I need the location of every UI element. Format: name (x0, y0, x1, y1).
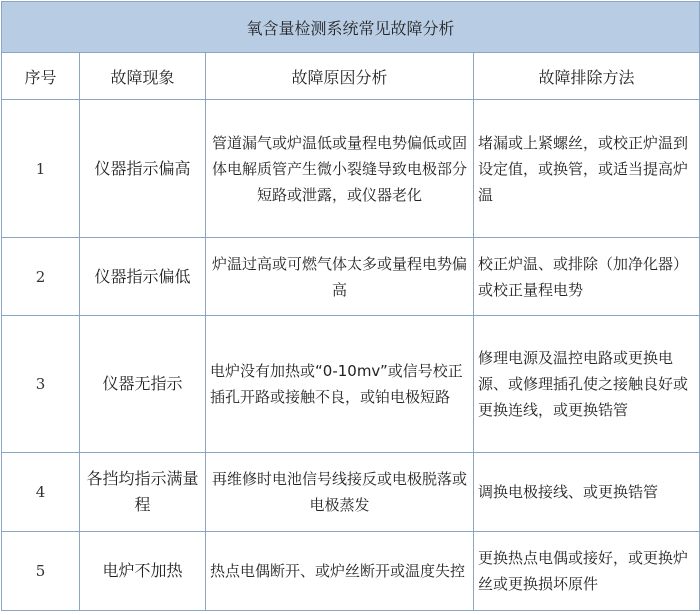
row-fix: 堵漏或上紧螺丝，或校正炉温到设定值，或换管，或适当提高炉温 (474, 100, 700, 238)
row-symptom: 电炉不加热 (80, 532, 206, 611)
header-fix: 故障排除方法 (474, 53, 700, 100)
table-row (2, 453, 700, 532)
header-cause: 故障原因分析 (206, 53, 474, 100)
header-index: 序号 (2, 53, 80, 100)
table-row (2, 238, 700, 316)
table-header-row (2, 53, 700, 100)
row-symptom: 仪器指示偏高 (80, 100, 206, 238)
row-index: 2 (2, 238, 80, 316)
row-symptom: 仪器无指示 (80, 316, 206, 453)
row-fix: 修理电源及温控电路或更换电源、或修理插孔使之接触良好或更换连线，或更换锆管 (474, 316, 700, 453)
table-title: 氧含量检测系统常见故障分析 (2, 2, 700, 53)
row-cause: 管道漏气或炉温低或量程电势偏低或固体电解质管产生微小裂缝导致电极部分短路或泄露，或仪器老化 (206, 100, 474, 238)
row-symptom: 仪器指示偏低 (80, 238, 206, 316)
table-title-row (2, 2, 700, 53)
table-row (2, 100, 700, 238)
table-row (2, 532, 700, 611)
row-cause: 电炉没有加热或“0-10mv”或信号校正插孔开路或接触不良，或铂电极短路 (206, 316, 474, 453)
row-index: 1 (2, 100, 80, 238)
table-row (2, 316, 700, 453)
row-cause: 热点电偶断开、或炉丝断开或温度失控 (206, 532, 474, 611)
fault-analysis-document (1, 1, 699, 613)
row-symptom: 各挡均指示满量程 (80, 453, 206, 532)
row-index: 5 (2, 532, 80, 611)
fault-analysis-table (1, 1, 700, 611)
row-fix: 校正炉温、或排除（加净化器）或校正量程电势 (474, 238, 700, 316)
row-cause: 再维修时电池信号线接反或电极脱落或电极蒸发 (206, 453, 474, 532)
row-fix: 调换电极接线、或更换锆管 (474, 453, 700, 532)
row-cause: 炉温过高或可燃气体太多或量程电势偏高 (206, 238, 474, 316)
row-index: 4 (2, 453, 80, 532)
header-symptom: 故障现象 (80, 53, 206, 100)
row-index: 3 (2, 316, 80, 453)
row-fix: 更换热点电偶或接好，或更换炉丝或更换损坏原件 (474, 532, 700, 611)
